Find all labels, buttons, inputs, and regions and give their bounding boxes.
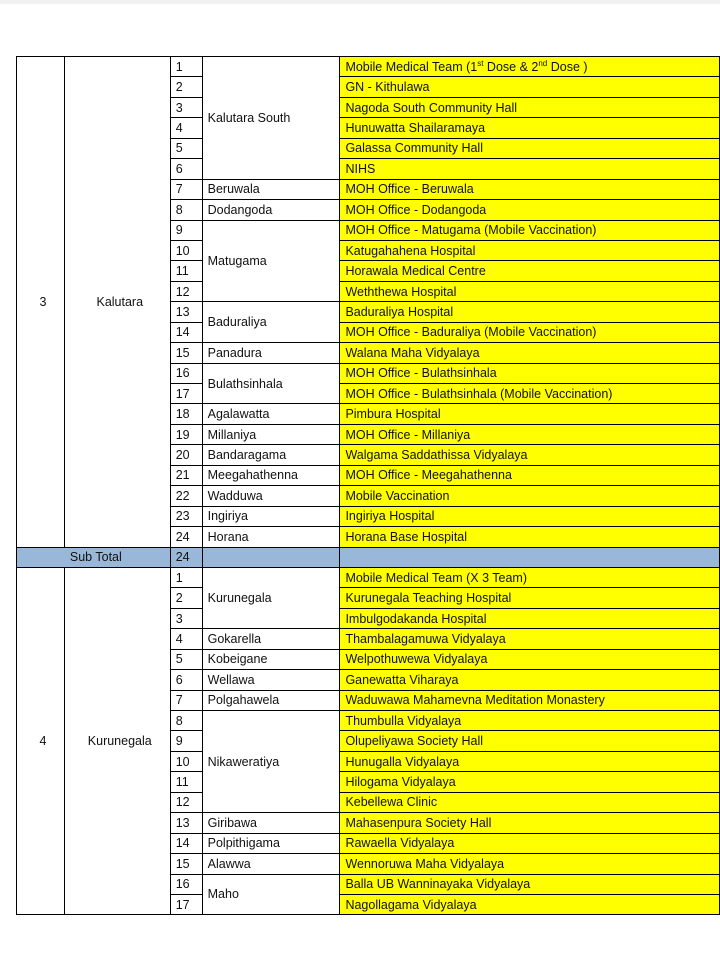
moh-area: Polgahawela xyxy=(202,690,340,710)
center-number: 6 xyxy=(170,670,202,690)
center-number: 9 xyxy=(170,220,202,240)
center-number: 15 xyxy=(170,854,202,874)
center-number: 11 xyxy=(170,261,202,281)
center-number: 24 xyxy=(170,527,202,547)
center-number: 23 xyxy=(170,506,202,526)
subtotal-empty xyxy=(202,547,340,567)
moh-area: Kalutara South xyxy=(202,57,340,180)
center-name: Baduraliya Hospital xyxy=(340,302,720,322)
center-number: 8 xyxy=(170,200,202,220)
center-number: 10 xyxy=(170,240,202,260)
center-number: 2 xyxy=(170,588,202,608)
center-name: MOH Office - Dodangoda xyxy=(340,200,720,220)
moh-area: Nikaweratiya xyxy=(202,711,340,813)
center-number: 18 xyxy=(170,404,202,424)
center-number: 3 xyxy=(170,97,202,117)
center-name: Imbulgodakanda Hospital xyxy=(340,608,720,628)
center-name: Thumbulla Vidyalaya xyxy=(340,711,720,731)
center-name: MOH Office - Millaniya xyxy=(340,424,720,444)
center-number: 5 xyxy=(170,649,202,669)
center-number: 2 xyxy=(170,77,202,97)
center-name: Kebellewa Clinic xyxy=(340,792,720,812)
vaccination-centers-table xyxy=(16,56,720,915)
moh-area: Wellawa xyxy=(202,670,340,690)
center-number: 4 xyxy=(170,118,202,138)
subtotal-value: 24 xyxy=(170,547,202,567)
center-name: Hunugalla Vidyalaya xyxy=(340,751,720,771)
moh-area: Maho xyxy=(202,874,340,915)
center-number: 19 xyxy=(170,424,202,444)
center-number: 7 xyxy=(170,179,202,199)
district-name: Kalutara xyxy=(64,57,170,548)
moh-area: Matugama xyxy=(202,220,340,302)
center-name: Olupeliyawa Society Hall xyxy=(340,731,720,751)
center-number: 6 xyxy=(170,159,202,179)
center-name: Kurunegala Teaching Hospital xyxy=(340,588,720,608)
table-body xyxy=(17,57,720,915)
center-name: Walana Maha Vidyalaya xyxy=(340,343,720,363)
district-number: 4 xyxy=(17,567,65,914)
moh-area: Beruwala xyxy=(202,179,340,199)
center-number: 16 xyxy=(170,874,202,894)
moh-area: Kobeigane xyxy=(202,649,340,669)
table-row xyxy=(17,567,720,587)
center-name-part: Dose ) xyxy=(547,60,588,75)
district-number: 3 xyxy=(17,57,65,548)
center-number: 4 xyxy=(170,629,202,649)
center-number: 17 xyxy=(170,894,202,914)
center-name: Walgama Saddathissa Vidyalaya xyxy=(340,445,720,465)
center-number: 14 xyxy=(170,322,202,342)
center-name: MOH Office - Meegahathenna xyxy=(340,465,720,485)
center-number: 13 xyxy=(170,302,202,322)
center-name: MOH Office - Bulathsinhala (Mobile Vaccination) xyxy=(340,384,720,404)
district-name: Kurunegala xyxy=(64,567,170,914)
moh-area: Gokarella xyxy=(202,629,340,649)
center-number: 13 xyxy=(170,813,202,833)
center-name-part: st xyxy=(477,59,484,69)
center-number: 5 xyxy=(170,138,202,158)
center-name: Hunuwatta Shailaramaya xyxy=(340,118,720,138)
center-number: 15 xyxy=(170,343,202,363)
center-name-part: Mobile Medical Team (1 xyxy=(345,60,478,75)
center-name: Pimbura Hospital xyxy=(340,404,720,424)
center-name: Ganewatta Viharaya xyxy=(340,670,720,690)
center-number: 12 xyxy=(170,281,202,301)
moh-area: Alawwa xyxy=(202,854,340,874)
center-name: Katugahahena Hospital xyxy=(340,240,720,260)
subtotal-empty xyxy=(340,547,720,567)
center-name: Nagollagama Vidyalaya xyxy=(340,894,720,914)
moh-area: Baduraliya xyxy=(202,302,340,343)
center-number: 16 xyxy=(170,363,202,383)
center-number: 14 xyxy=(170,833,202,853)
center-name: Nagoda South Community Hall xyxy=(340,97,720,117)
moh-area: Panadura xyxy=(202,343,340,363)
center-number: 9 xyxy=(170,731,202,751)
center-number: 1 xyxy=(170,567,202,587)
moh-area: Millaniya xyxy=(202,424,340,444)
center-name: Mahasenpura Society Hall xyxy=(340,813,720,833)
moh-area: Dodangoda xyxy=(202,200,340,220)
center-name: Welpothuwewa Vidyalaya xyxy=(340,649,720,669)
center-name: Mobile Vaccination xyxy=(340,486,720,506)
center-number: 20 xyxy=(170,445,202,465)
center-name: Balla UB Wanninayaka Vidyalaya xyxy=(340,874,720,894)
moh-area: Wadduwa xyxy=(202,486,340,506)
subtotal-label: Sub Total xyxy=(17,547,171,567)
center-name-part: Dose & 2 xyxy=(483,60,539,75)
center-name: Galassa Community Hall xyxy=(340,138,720,158)
center-name xyxy=(340,57,720,77)
moh-area: Ingiriya xyxy=(202,506,340,526)
subtotal-row xyxy=(17,547,720,567)
moh-area: Meegahathenna xyxy=(202,465,340,485)
center-name: NIHS xyxy=(340,159,720,179)
center-name: Waduwawa Mahamevna Meditation Monastery xyxy=(340,690,720,710)
center-number: 7 xyxy=(170,690,202,710)
moh-area: Giribawa xyxy=(202,813,340,833)
moh-area: Kurunegala xyxy=(202,567,340,628)
center-number: 17 xyxy=(170,384,202,404)
center-name: Wennoruwa Maha Vidyalaya xyxy=(340,854,720,874)
center-name: Rawaella Vidyalaya xyxy=(340,833,720,853)
table-row xyxy=(17,57,720,77)
center-name: GN - Kithulawa xyxy=(340,77,720,97)
moh-area: Bulathsinhala xyxy=(202,363,340,404)
center-name-part: nd xyxy=(538,59,548,69)
center-name: Thambalagamuwa Vidyalaya xyxy=(340,629,720,649)
center-name: MOH Office - Matugama (Mobile Vaccination) xyxy=(340,220,720,240)
page-top-strip xyxy=(0,0,720,4)
center-number: 12 xyxy=(170,792,202,812)
center-name: Horawala Medical Centre xyxy=(340,261,720,281)
center-name: Weththewa Hospital xyxy=(340,281,720,301)
center-name: MOH Office - Baduraliya (Mobile Vaccination) xyxy=(340,322,720,342)
center-name: Horana Base Hospital xyxy=(340,527,720,547)
center-number: 8 xyxy=(170,711,202,731)
center-name: Ingiriya Hospital xyxy=(340,506,720,526)
center-name: Hilogama Vidyalaya xyxy=(340,772,720,792)
moh-area: Bandaragama xyxy=(202,445,340,465)
center-name: MOH Office - Beruwala xyxy=(340,179,720,199)
center-number: 22 xyxy=(170,486,202,506)
moh-area: Polpithigama xyxy=(202,833,340,853)
center-name: Mobile Medical Team (X 3 Team) xyxy=(340,567,720,587)
center-number: 3 xyxy=(170,608,202,628)
center-number: 1 xyxy=(170,57,202,77)
center-number: 21 xyxy=(170,465,202,485)
center-number: 10 xyxy=(170,751,202,771)
center-name: MOH Office - Bulathsinhala xyxy=(340,363,720,383)
moh-area: Agalawatta xyxy=(202,404,340,424)
center-number: 11 xyxy=(170,772,202,792)
moh-area: Horana xyxy=(202,527,340,547)
